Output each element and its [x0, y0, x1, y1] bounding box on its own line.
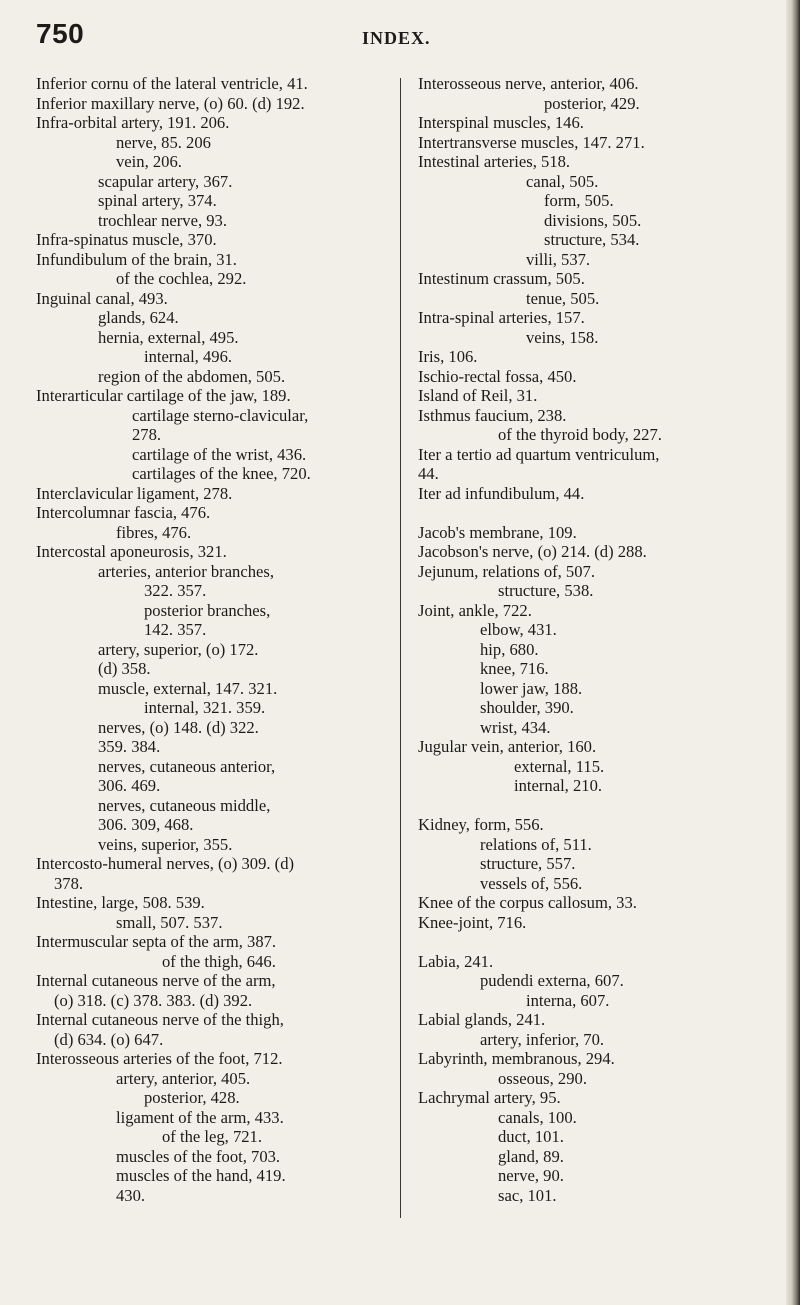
- index-entry: Interosseous arteries of the foot, 712.: [36, 1049, 283, 1068]
- index-subentry: sac, 101.: [498, 1185, 557, 1205]
- index-entry: Iter a tertio ad quartum ventriculum,: [418, 444, 660, 464]
- index-subentry: spinal artery, 374.: [98, 191, 217, 210]
- index-subentry: fibres, 476.: [116, 522, 192, 542]
- index-column-left: [36, 74, 394, 1205]
- page-edge-shadow: [786, 0, 800, 1305]
- index-entry: Interclavicular ligament, 278.: [36, 483, 233, 503]
- index-entry: Inguinal canal, 493.: [36, 288, 168, 308]
- index-entry: Infra-orbital artery, 191. 206.: [36, 113, 230, 132]
- index-subentry: duct, 101.: [498, 1127, 564, 1146]
- index-subentry: osseous, 290.: [498, 1068, 587, 1088]
- index-subentry: structure, 538.: [498, 581, 594, 600]
- running-head: INDEX.: [362, 28, 431, 48]
- index-subentry: artery, superior, (o) 172.: [98, 639, 259, 659]
- index-subentry: scapular artery, 367.: [98, 171, 233, 191]
- index-subentry: lower jaw, 188.: [480, 678, 583, 698]
- index-subentry: nerve, 90.: [498, 1166, 564, 1185]
- index-subentry: hernia, external, 495.: [98, 327, 239, 347]
- index-entry: Infra-spinatus muscle, 370.: [36, 230, 217, 249]
- index-subentry: artery, anterior, 405.: [116, 1068, 251, 1088]
- index-subentry: muscles of the foot, 703.: [116, 1146, 281, 1166]
- index-subentry: cartilage of the wrist, 436.: [132, 444, 307, 464]
- index-entry: Kidney, form, 556.: [418, 815, 544, 834]
- index-subentry: of the thyroid body, 227.: [498, 425, 662, 444]
- column-divider: [400, 78, 401, 1218]
- index-entry: 44.: [418, 464, 439, 483]
- index-subentry: (d) 634. (o) 647.: [54, 1029, 164, 1049]
- index-entry: Iris, 106.: [418, 347, 478, 366]
- index-entry: Knee-joint, 716.: [418, 912, 527, 932]
- index-subentry: posterior, 428.: [144, 1088, 240, 1107]
- index-subentry: nerves, (o) 148. (d) 322.: [98, 717, 259, 737]
- index-subentry: 378.: [54, 873, 84, 893]
- index-entry: Interosseous nerve, anterior, 406.: [418, 74, 639, 93]
- index-entry: Labial glands, 241.: [418, 1010, 546, 1029]
- index-entry: Interspinal muscles, 146.: [418, 113, 584, 132]
- index-subentry: structure, 534.: [544, 230, 640, 249]
- index-subentry: relations of, 511.: [480, 834, 592, 854]
- index-subentry: 306. 469.: [98, 776, 161, 795]
- index-subentry: wrist, 434.: [480, 717, 551, 737]
- index-subentry: artery, inferior, 70.: [480, 1029, 605, 1049]
- entry-gap: [418, 932, 790, 952]
- index-subentry: form, 505.: [544, 191, 614, 210]
- index-subentry: nerve, 85. 206: [116, 132, 211, 152]
- index-entry: Intra-spinal arteries, 157.: [418, 308, 585, 327]
- index-subentry: ligament of the arm, 433.: [116, 1107, 284, 1127]
- index-subentry: region of the abdomen, 505.: [98, 366, 286, 386]
- index-subentry: elbow, 431.: [480, 620, 557, 639]
- entry-gap: [418, 796, 790, 816]
- index-entry: Labia, 241.: [418, 951, 494, 971]
- index-entry: Jejunum, relations of, 507.: [418, 561, 595, 581]
- index-entry: Intercolumnar fascia, 476.: [36, 503, 211, 522]
- index-entry: Inferior maxillary nerve, (o) 60. (d) 192.: [36, 93, 305, 113]
- index-subentry: nerves, cutaneous anterior,: [98, 756, 276, 776]
- index-entry: Inferior cornu of the lateral ventricle, 41.: [36, 74, 308, 93]
- index-entry: Jacobson's nerve, (o) 214. (d) 288.: [418, 542, 647, 561]
- index-entry: Infundibulum of the brain, 31.: [36, 249, 237, 269]
- index-subentry: of the cochlea, 292.: [116, 269, 247, 288]
- index-subentry: divisions, 505.: [544, 210, 642, 230]
- index-subentry: muscles of the hand, 419.: [116, 1166, 286, 1185]
- index-entry: Jugular vein, anterior, 160.: [418, 737, 597, 756]
- index-subentry: muscle, external, 147. 321.: [98, 678, 278, 698]
- index-subentry: knee, 716.: [480, 659, 549, 678]
- index-entry: Interarticular cartilage of the jaw, 189.: [36, 386, 291, 405]
- index-entry: Labyrinth, membranous, 294.: [418, 1049, 615, 1068]
- index-subentry: shoulder, 390.: [480, 698, 574, 717]
- index-subentry: villi, 537.: [526, 249, 591, 269]
- index-entry: Isthmus faucium, 238.: [418, 405, 567, 425]
- index-subentry: internal, 321. 359.: [144, 698, 266, 717]
- index-subentry: veins, superior, 355.: [98, 834, 233, 854]
- index-subentry: veins, 158.: [526, 327, 599, 347]
- index-entry: Intestinum crassum, 505.: [418, 269, 585, 288]
- index-subentry: 430.: [116, 1185, 146, 1205]
- index-entry: Internal cutaneous nerve of the thigh,: [36, 1010, 284, 1029]
- index-subentry: 306. 309, 468.: [98, 815, 194, 834]
- index-subentry: internal, 210.: [514, 776, 603, 795]
- index-subentry: vein, 206.: [116, 152, 182, 171]
- index-entry: Lachrymal artery, 95.: [418, 1088, 561, 1107]
- index-entry: Jacob's membrane, 109.: [418, 522, 577, 542]
- index-subentry: gland, 89.: [498, 1146, 564, 1166]
- index-subentry: cartilage sterno-clavicular,: [132, 405, 309, 425]
- index-subentry: (d) 358.: [98, 659, 151, 678]
- index-subentry: trochlear nerve, 93.: [98, 210, 227, 230]
- index-subentry: glands, 624.: [98, 308, 179, 327]
- index-entry: Island of Reil, 31.: [418, 386, 538, 405]
- page-number: 750: [36, 18, 85, 49]
- index-subentry: cartilages of the knee, 720.: [132, 464, 311, 483]
- index-entry: Ischio-rectal fossa, 450.: [418, 366, 577, 386]
- index-subentry: 142. 357.: [144, 620, 207, 639]
- index-subentry: nerves, cutaneous middle,: [98, 795, 271, 815]
- index-subentry: tenue, 505.: [526, 288, 600, 308]
- index-subentry: pudendi externa, 607.: [480, 971, 624, 990]
- index-entry: Internal cutaneous nerve of the arm,: [36, 971, 276, 990]
- index-subentry: posterior branches,: [144, 600, 271, 620]
- index-subentry: 359. 384.: [98, 737, 161, 756]
- index-entry: Intercosto-humeral nerves, (o) 309. (d): [36, 854, 295, 873]
- page-header: [36, 18, 760, 54]
- entry-gap: [418, 503, 790, 523]
- index-subentry: arteries, anterior branches,: [98, 561, 274, 581]
- index-subentry: external, 115.: [514, 756, 605, 776]
- index-subentry: canal, 505.: [526, 171, 599, 191]
- index-entry: Knee of the corpus callosum, 33.: [418, 893, 637, 912]
- index-subentry: (o) 318. (c) 378. 383. (d) 392.: [54, 990, 253, 1010]
- index-entry: Intermuscular septa of the arm, 387.: [36, 932, 277, 951]
- index-subentry: of the thigh, 646.: [162, 951, 276, 971]
- index-subentry: 278.: [132, 425, 162, 444]
- index-entry: Intertransverse muscles, 147. 271.: [418, 132, 645, 152]
- index-subentry: structure, 557.: [480, 854, 576, 873]
- index-subentry: 322. 357.: [144, 581, 207, 600]
- index-column-right: [418, 74, 790, 1205]
- index-entry: Intestinal arteries, 518.: [418, 152, 571, 171]
- index-subentry: posterior, 429.: [544, 93, 640, 113]
- index-subentry: vessels of, 556.: [480, 873, 583, 893]
- index-subentry: canals, 100.: [498, 1107, 577, 1127]
- index-entry: Intercostal aponeurosis, 321.: [36, 542, 227, 561]
- index-entry: Intestine, large, 508. 539.: [36, 893, 205, 912]
- index-subentry: interna, 607.: [526, 990, 610, 1010]
- index-entry: Iter ad infundibulum, 44.: [418, 483, 585, 503]
- index-subentry: hip, 680.: [480, 639, 539, 659]
- index-subentry: internal, 496.: [144, 347, 233, 366]
- index-entry: Joint, ankle, 722.: [418, 600, 532, 620]
- index-subentry: of the leg, 721.: [162, 1127, 263, 1146]
- index-subentry: small, 507. 537.: [116, 912, 223, 932]
